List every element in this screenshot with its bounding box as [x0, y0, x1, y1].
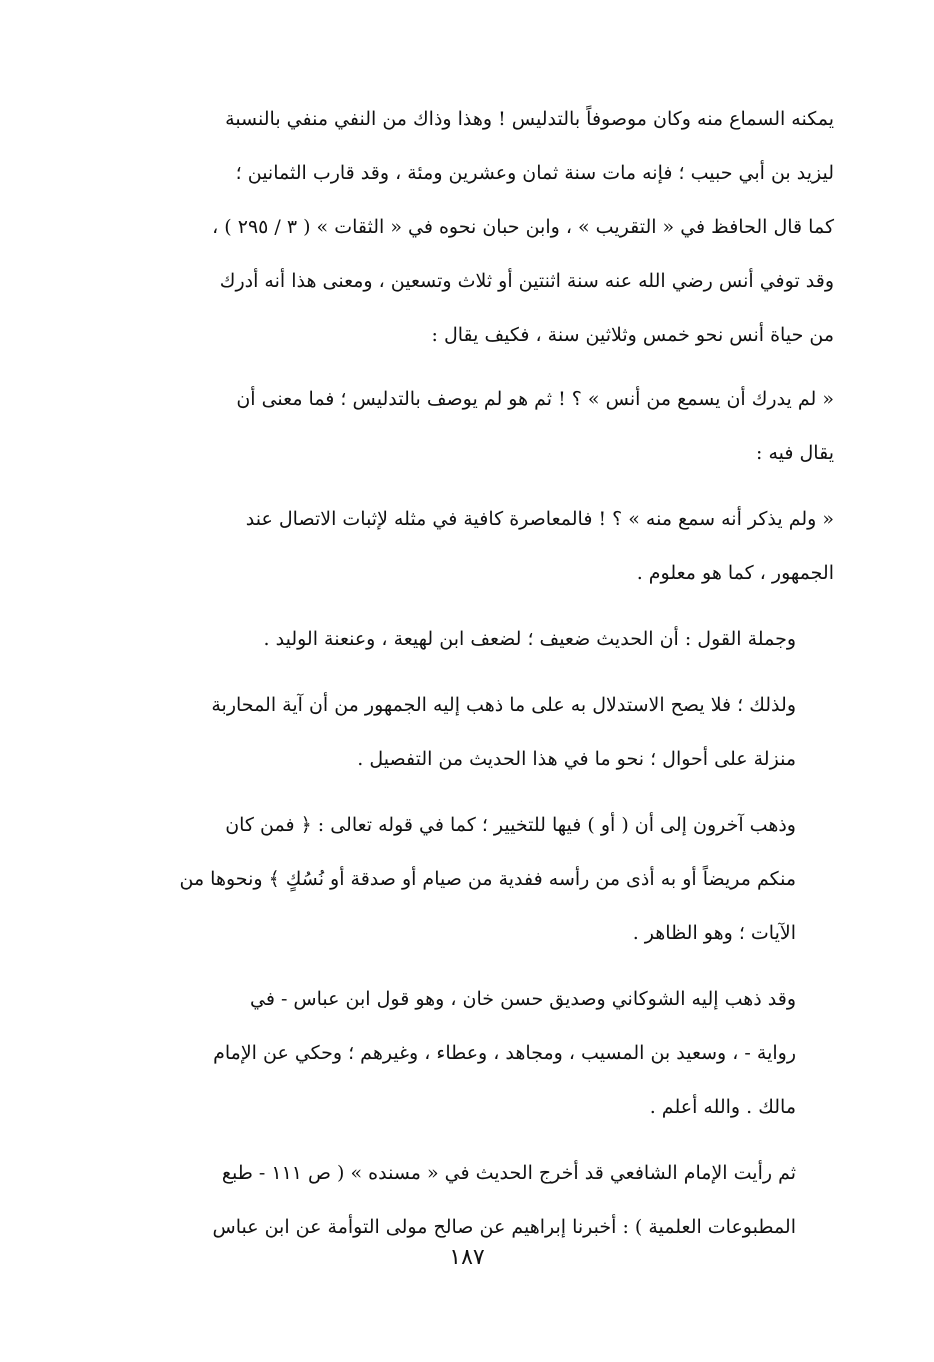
paragraph-1: يمكنه السماع منه وكان موصوفاً بالتدليس ! وهذا وذاك من النفي منفي بالنسبة ليزيد بن أبي حبيب ؛ فإنه مات سنة ثمان وعشرين ومئة ، وقد قارب الثمانين ؛ كما قال الحافظ في « التقريب » ، وابن حبان نحوه في « الثقات » ( ٣ / ٢٩٥ ) ، وقد توفي أنس رضي الله عنه سنة اثنتين أو ثلاث وتسعين ، ومعنى هذا أنه أدرك من حياة أنس نحو خمس وثلاثين سنة ، فكيف يقال :: [212, 108, 834, 346]
paragraph-8: ثم رأيت الإمام الشافعي قد أخرج الحديث في « مسنده » ( ص ١١١ - طبع المطبوعات العلمية ) : أخبرنا إبراهيم عن صالح مولى التوأمة عن ابن عباس: [212, 1162, 796, 1238]
paragraph-7: وقد ذهب إليه الشوكاني وصديق حسن خان ، وهو قول ابن عباس - في رواية - ، وسعيد بن المسيب ، ومجاهد ، وعطاء ، وغيرهم ؛ وحكي عن الإمام مالك . والله أعلم .: [213, 988, 796, 1118]
page-number: ١٨٧: [449, 1245, 485, 1270]
paragraph-2: « لم يدرك أن يسمع من أنس » ؟ ! ثم هو لم يوصف بالتدليس ؛ فما معنى أن يقال فيه :: [236, 388, 834, 464]
paragraph-4: وجملة القول : أن الحديث ضعيف ؛ لضعف ابن لهيعة ، وعنعنة الوليد .: [263, 628, 796, 650]
paragraph-5: ولذلك ؛ فلا يصح الاستدلال به على ما ذهب إليه الجمهور من أن آية المحاربة منزلة على أحوال ؛ نحو ما في هذا الحديث من التفصيل .: [211, 694, 796, 770]
paragraph-6: وذهب آخرون إلى أن ( أو ) فيها للتخيير ؛ كما في قوله تعالى : ﴿ فمن كان منكم مريضاً أو به أذى من رأسه ففدية من صيام أو صدقة أو نُسُكٍ ﴾ ونحوها من الآيات ؛ وهو الظاهر .: [179, 814, 796, 944]
paragraph-3: « ولم يذكر أنه سمع منه » ؟ ! فالمعاصرة كافية في مثله لإثبات الاتصال عند الجمهور ، كما هو معلوم .: [245, 508, 834, 584]
page-body: [108, 92, 834, 1272]
